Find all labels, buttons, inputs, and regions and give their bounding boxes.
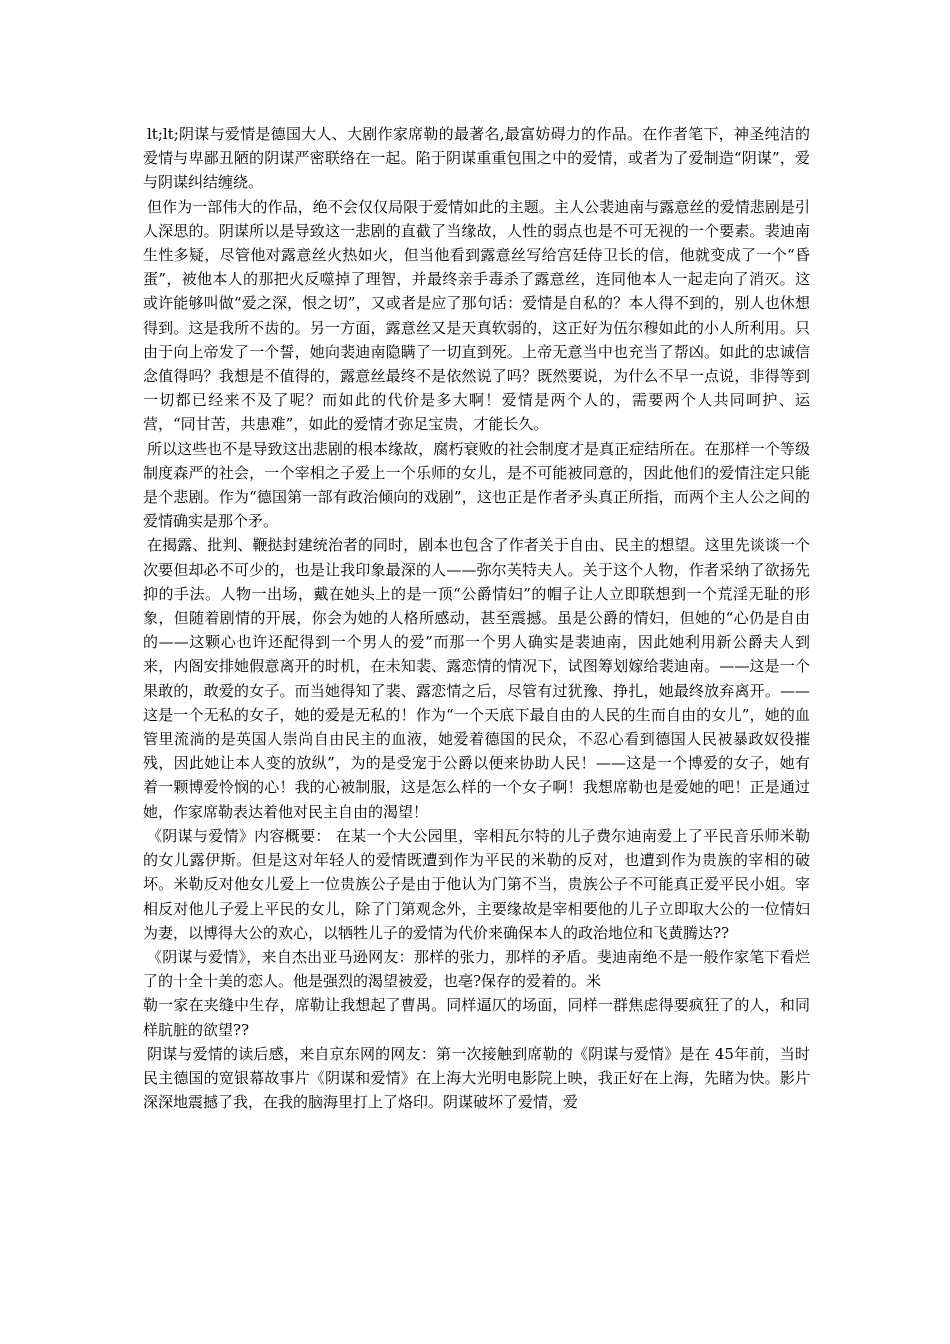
- paragraph-1: lt;lt;阴谋与爱情是德国大人、大剧作家席勒的最著名,最富妨碍力的作品。在作者笔下，神圣纯洁的爱情与卑鄙丑陋的阴谋严密联络在一起。陷于阴谋重重包围之中的爱情，或者为了爱制造“阴谋”，爱与阴谋纠结缠绕。: [143, 125, 810, 192]
- paragraph-7: 勒一家在夹缝中生存，席勒让我想起了曹禺。同样逼仄的场面，同样一群焦虑得要疯狂了的人，和同样肮脏的欲望??: [143, 996, 810, 1039]
- paragraph-4: 在揭露、批判、鞭挞封建统治者的同时，剧本也包含了作者关于自由、民主的想望。这里先谈谈一个次要但却必不可少的，也是让我印象最深的人——弥尔芙特夫人。关于这个人物，作者采纳了欲扬先抑的手法。人物一出场，戴在她头上的是一顶“公爵情妇”的帽子让人立即联想到一个荒淫无耻的形象，但随着剧情的开展，你会为她的人格所感动，甚至震撼。虽是公爵的情妇，但她的“心仍是自由的——这颗心也许还配得到一个男人的爱”而那一个男人确实是裴迪南，因此她利用新公爵夫人到来，内阁安排她假意离开的时机，在未知裴、露恋情的情况下，试图筹划嫁给裴迪南。——这是一个果敢的，敢爱的女子。而当她得知了裴、露恋情之后，尽管有过犹豫、挣扎，她最终放弃离开。——这是一个无私的女子，她的爱是无私的！作为“一个天底下最自由的人民的生而自由的女儿”，她的血管里流淌的是英国人崇尚自由民主的血液，她爱着德国的民众，不忍心看到德国人民被暴政奴役摧残，因此她让本人变的放纵”，为的是受宠于公爵以便来协助人民！——这是一个博爱的女子，她有着一颗博爱怜悯的心！我的心被制服，这是怎么样的一个女子啊！我想席勒也是爱她的吧！正是通过她，作家席勒表达着他对民主自由的渴望！: [143, 536, 810, 821]
- paragraph-6: 《阴谋与爱情》，来自杰出亚马逊网友：那样的张力，那样的矛盾。斐迪南绝不是一般作家笔下看烂了的十全十美的恋人。他是强烈的渴望被爱，也亳?保存的爱着的。米: [143, 947, 810, 991]
- paragraph-8: 阴谋与爱情的读后感，来自京东网的网友：第一次接触到席勒的《阴谋与爱情》是在 45年前，当时民主德国的宽银幕故事片《阴谋和爱情》在上海大光明电影院上映，我正好在上海，先睹为快。影片深深地震撼了我，在我的脑海里打上了烙印。阴谋破坏了爱情，爱: [143, 1044, 810, 1112]
- document-body: [143, 122, 810, 1114]
- paragraph-5: 《阴谋与爱情》内容概要： 在某一个大公园里，宰相瓦尔特的儿子费尔迪南爱上了平民音乐师米勒的女儿露伊斯。但是这对年轻人的爱情既遭到作为平民的米勒的反对，也遭到作为贵族的宰相的破坏。米勒反对他女儿爱上一位贵族公子是由于他认为门第不当，贵族公子不可能真正爱平民小姐。宰相反对他儿子爱上平民的女儿，除了门第观念外，主要缘故是宰相要他的儿子立即取大公的一位情妇为妻，以博得大公的欢心，以牺牲儿子的爱情为代价来确保本人的政治地位和飞黄腾达??: [143, 826, 810, 942]
- paragraph-3: 所以这些也不是导致这出悲剧的根本缘故，腐朽衰败的社会制度才是真正症结所在。在那样一个等级制度森严的社会，一个宰相之子爱上一个乐师的女儿，是不可能被同意的，因此他们的爱情注定只能是个悲剧。作为“德国第一部有政治倾向的戏剧”，这也正是作者矛头真正所指，而两个主人公之间的爱情确实是那个矛。: [143, 439, 810, 531]
- paragraph-2: 但作为一部伟大的作品，绝不会仅仅局限于爱情如此的主题。主人公裴迪南与露意丝的爱情悲剧是引人深思的。阴谋所以是导致这一悲剧的直截了当缘故，人性的弱点也是不可无视的一个要素。裴迪南生性多疑，尽管他对露意丝火热如火，但当他看到露意丝写给宫廷侍卫长的信，他就变成了一个“昏蛋”，被他本人的那把火反噬掉了理智，并最终亲手毒杀了露意丝，连同他本人一起走向了消灭。这或许能够叫做“爱之深，恨之切”，又或者是应了那句话：爱情是自私的？本人得不到的，别人也休想得到。这是我所不齿的。另一方面，露意丝又是天真软弱的，这正好为伍尔穆如此的小人所利用。只由于向上帝发了一个誓，她向裴迪南隐瞒了一切直到死。上帝无意当中也充当了帮凶。如此的忠诚信念值得吗？我想是不值得的，露意丝最终不是依然说了吗？既然要说，为什么不早一点说，非得等到一切都已经来不及了呢？而如此的代价是多大啊！爱情是两个人的，需要两个人共同呵护、运营，“同甘苦，共患难”，如此的爱情才弥足宝贵，才能长久。: [143, 197, 810, 434]
